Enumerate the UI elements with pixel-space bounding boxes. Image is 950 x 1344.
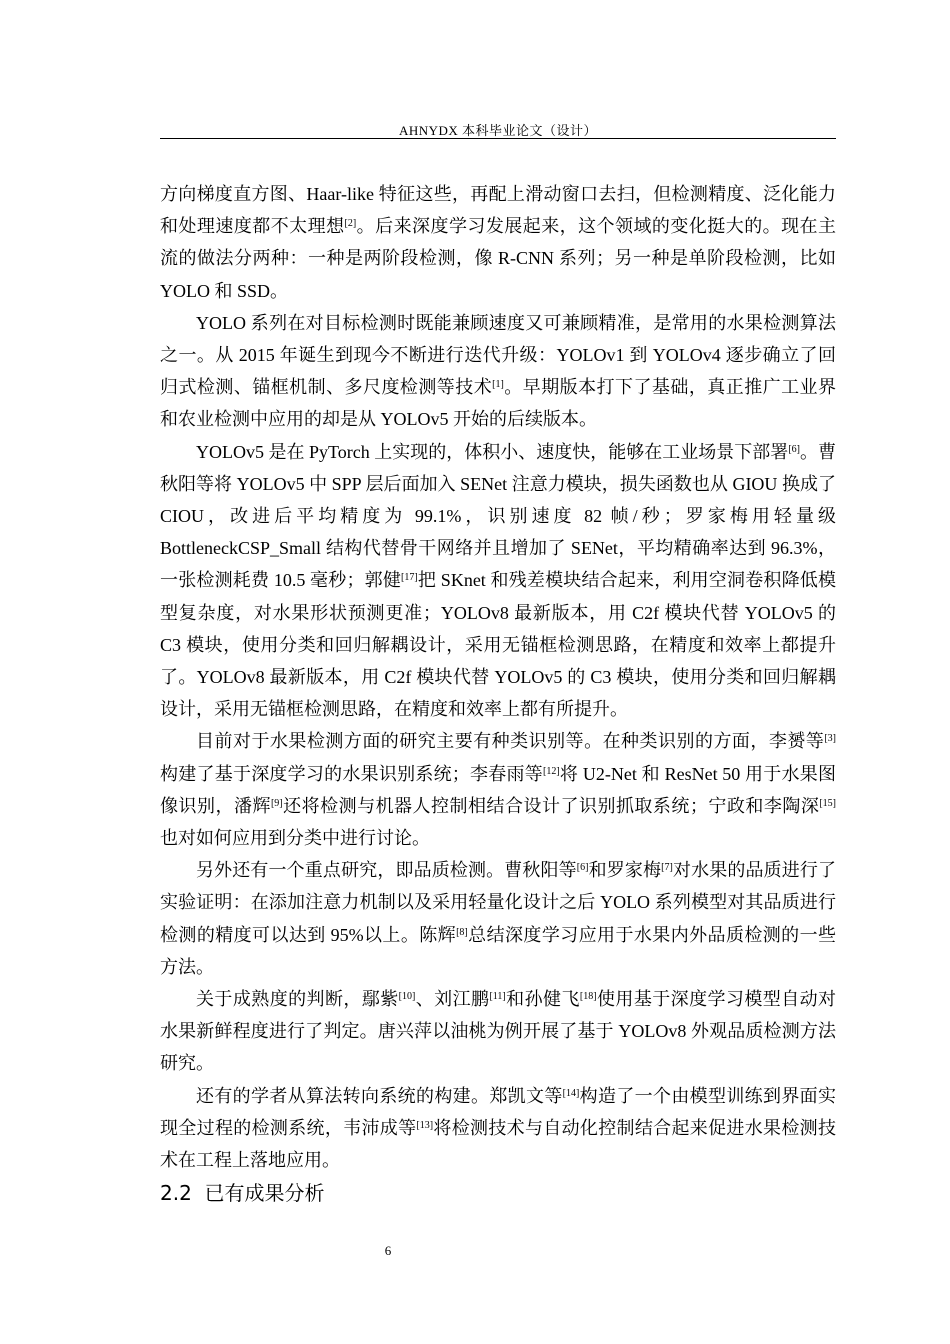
paragraph-text: YOLO 系列在对目标检测时既能兼顾速度又可兼顾精准，是常用的水果检测算法之一。从 2015 年诞生到现今不断进行迭代升级：YOLOv1 到 YOLOv4 逐步确立了回归式检测、锚框机制、多尺度检测等技术 — [160, 312, 836, 398]
running-header: AHNYDX 本科毕业论文（设计） — [398, 123, 598, 138]
citation-ref: [15] — [819, 797, 837, 809]
paragraph-list — [160, 178, 836, 1176]
paragraph — [160, 725, 836, 854]
paragraph — [160, 307, 836, 436]
paragraph-text: 方向梯度直方图、Haar-like 特征这些，再配上滑动窗口去扫，但检测精度、泛化能力和处理速度都不太理想 — [160, 184, 836, 237]
paragraph-text: 构建了基于深度学习的水果识别系统；李春雨等 — [160, 763, 543, 784]
paragraph-text: 关于成熟度的判断，鄢紫 — [196, 989, 399, 1010]
citation-ref: [10] — [398, 991, 416, 1003]
page-number: 6 — [384, 1243, 392, 1258]
paragraph — [160, 854, 836, 983]
paragraph-text: 对水果的品质进行了实验证明：在添加注意力机制以及采用轻量化设计之后 YOLO 系列模型对其品质进行检测的精度可以达到 95%以上。陈辉 — [160, 860, 837, 945]
citation-ref: [11] — [489, 991, 506, 1003]
paragraph-text: 构造了一个由模型训练到界面实现全过程的检测系统，韦沛成等 — [160, 1085, 837, 1138]
paragraph-text: 和孙健飞 — [505, 989, 580, 1010]
citation-ref: [13] — [416, 1119, 434, 1131]
citation-ref: [12] — [543, 765, 560, 777]
paragraph — [160, 1080, 836, 1177]
paragraph — [160, 178, 836, 307]
paragraph-text: 把 SKnet 和残差模块结合起来，利用空洞卷积降低模型复杂度，对水果形状预测更准；YOLOv8 最新版本，用 C2f 模块代替 YOLOv5 的 C3 模块，使用分类和回归解耦设计，采用无锚框检测思路，在精度和效率上都提升了。YOLOv8 最新版本，用 C2f 模块代替 YOLOv5 的 C3 模块，使用分类和回归解耦设计，采用无锚框检测思路，在精度和效率上都有所提升。 — [160, 570, 837, 720]
citation-ref: [1] — [492, 379, 504, 391]
citation-ref: [2] — [344, 218, 357, 230]
citation-ref: [3] — [824, 733, 836, 745]
paragraph — [160, 983, 836, 1080]
citation-ref: [9] — [270, 797, 283, 809]
body-text — [160, 178, 836, 1210]
paragraph-text: 另外还有一个重点研究，即品质检测。曹秋阳等 — [196, 860, 577, 881]
citation-ref: [7] — [661, 862, 673, 874]
section-number: 2.2 — [160, 1181, 192, 1206]
paragraph-text: 将 U2-Net 和 ResNet 50 用于水果图像识别，潘辉 — [160, 763, 836, 816]
paragraph-text: 和罗家梅 — [588, 860, 662, 881]
paragraph — [160, 436, 836, 726]
paragraph-text: 。早期版本打下了基础，真正推广工业界和农业检测中应用的却是从 YOLOv5 开始的后续版本。 — [160, 377, 837, 430]
paragraph-text: 。曹秋阳等将 YOLOv5 中 SPP 层后面加入 SENet 注意力模块，损失函数也从 GIOU 换成了 CIOU，改进后平均精度为 99.1%，识别速度 82 帧/秒；罗家梅用轻量级 BottleneckCSP_Small 结构代替骨干网络并且增加了 SENet，平均精确率达到 96.3%，一张检测耗费 10.5 毫秒；郭健 — [160, 441, 836, 591]
citation-ref: [6] — [576, 862, 589, 874]
citation-ref: [6] — [788, 443, 800, 455]
citation-ref: [18] — [579, 991, 597, 1003]
paragraph-text: 还有的学者从算法转向系统的构建。郑凯文等 — [196, 1085, 563, 1106]
paragraph-text: 。后来深度学习发展起来，这个领域的变化挺大的。现在主流的做法分两种：一种是两阶段检测，像 R-CNN 系列；另一种是单阶段检测，比如 YOLO 和 SSD。 — [160, 216, 837, 301]
paragraph-text: 将检测技术与自动化控制结合起来促进水果检测技术在工程上落地应用。 — [160, 1117, 836, 1171]
section-heading — [160, 1176, 836, 1210]
header-rule — [160, 138, 836, 139]
paragraph-text: 还将检测与机器人控制相结合设计了识别抓取系统；宁政和李陶深 — [282, 795, 820, 816]
citation-ref: [8] — [456, 926, 468, 938]
citation-ref: [17] — [401, 572, 418, 584]
paragraph-text: YOLOv5 是在 PyTorch 上实现的，体积小、速度快，能够在工业场景下部署 — [196, 441, 789, 462]
paragraph-text: 也对如何应用到分类中进行讨论。 — [160, 828, 430, 849]
paragraph-text: 使用基于深度学习模型自动对水果新鲜程度进行了判定。唐兴萍以油桃为例开展了基于 YOLOv8 外观品质检测方法研究。 — [160, 989, 837, 1074]
paragraph-text: 目前对于水果检测方面的研究主要有种类识别等。在种类识别的方面，李赟等 — [196, 731, 825, 752]
paragraph-text: 、刘江鹏 — [415, 989, 490, 1010]
paragraph-text: 总结深度学习应用于水果内外品质检测的一些方法。 — [160, 924, 837, 977]
section-title: 已有成果分析 — [204, 1181, 325, 1206]
citation-ref: [14] — [562, 1087, 580, 1099]
